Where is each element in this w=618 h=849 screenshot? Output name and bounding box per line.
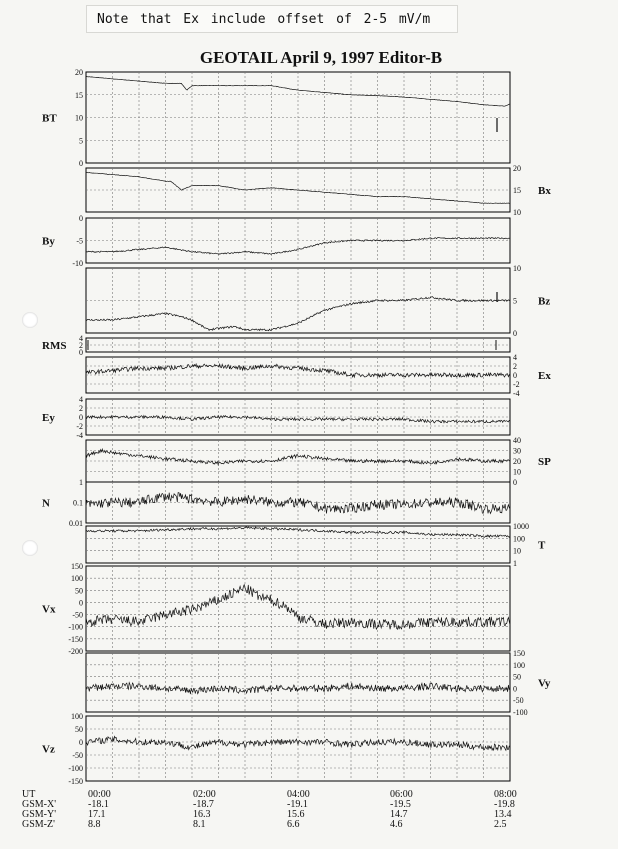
- tick-label-bt-2: 10: [75, 113, 83, 123]
- tick-label-vz-2: -50: [72, 751, 83, 760]
- tick-label-t-1: 10: [513, 546, 521, 556]
- tick-label-t-2: 100: [513, 534, 525, 544]
- tick-label-n-0: 0.01: [69, 519, 83, 528]
- footer-label-gsm-y: GSM-Y': [22, 809, 57, 820]
- tick-label-bz-2: 10: [513, 264, 521, 273]
- tick-label-ex-2: 0: [513, 371, 517, 380]
- tick-label-rms-0: 0: [79, 348, 83, 357]
- footer-y-1: 16.3: [193, 809, 211, 820]
- tick-label-bt-3: 15: [75, 90, 83, 100]
- footer-z-2: 6.6: [287, 819, 300, 830]
- tick-label-bx-1: 15: [513, 186, 521, 195]
- tick-label-ey-1: -2: [76, 422, 83, 431]
- footer-ut-2: 04:00: [287, 789, 310, 800]
- panel-label-vy: Vy: [538, 677, 551, 690]
- tick-label-sp-1: 10: [513, 467, 521, 477]
- footer-z-1: 8.1: [193, 819, 206, 830]
- tick-label-by-1: -5: [76, 236, 83, 246]
- footer-z-4: 2.5: [494, 819, 507, 830]
- tick-label-vx-5: 50: [75, 586, 83, 596]
- panel-label-by: By: [42, 235, 55, 248]
- panel-label-bt: BT: [42, 112, 57, 125]
- tick-label-t-0: 1: [513, 559, 517, 568]
- tick-label-vz-5: 100: [71, 712, 83, 721]
- tick-label-ey-2: 0: [79, 413, 83, 422]
- footer-ut-0: 00:00: [88, 789, 111, 800]
- tick-label-vz-3: 0: [79, 738, 83, 747]
- footer-x-3: -19.5: [390, 799, 411, 810]
- tick-label-sp-4: 40: [513, 436, 521, 445]
- tick-label-vy-2: 0: [513, 684, 517, 694]
- panel-label-n: N: [42, 497, 50, 510]
- footer-ut-3: 06:00: [390, 789, 413, 800]
- footer-x-0: -18.1: [88, 799, 109, 810]
- tick-label-ey-0: -4: [76, 431, 83, 440]
- footer-ut-1: 02:00: [193, 789, 216, 800]
- tick-label-vx-4: 0: [79, 598, 83, 608]
- tick-label-vy-5: 150: [513, 649, 525, 658]
- tick-label-vx-7: 150: [71, 562, 83, 571]
- tick-label-vz-0: -150: [68, 777, 83, 786]
- panel-label-ex: Ex: [538, 370, 551, 382]
- panel-label-rms: RMS: [42, 340, 67, 352]
- tick-label-ex-1: -2: [513, 380, 520, 389]
- panel-label-bz: Bz: [538, 295, 551, 308]
- footer-x-1: -18.7: [193, 799, 214, 810]
- tick-label-by-0: -10: [72, 259, 83, 268]
- tick-label-sp-2: 20: [513, 457, 521, 466]
- footer-ut-4: 08:00: [494, 789, 517, 800]
- tick-label-ey-4: 4: [79, 395, 83, 404]
- tick-label-vz-4: 50: [75, 725, 83, 734]
- tick-label-vy-1: -50: [513, 696, 524, 706]
- panel-label-vz: Vz: [42, 743, 55, 756]
- offset-note: Note that Ex include offset of 2-5 mV/m: [86, 5, 458, 33]
- tick-label-bt-4: 20: [75, 68, 83, 77]
- footer-z-3: 4.6: [390, 819, 403, 830]
- tick-label-vy-0: -100: [513, 708, 528, 717]
- tick-label-ex-3: 2: [513, 362, 517, 371]
- panel-label-sp: SP: [538, 456, 551, 468]
- tick-label-sp-3: 30: [513, 446, 521, 456]
- footer-label-gsm-z: GSM-Z': [22, 819, 55, 830]
- tick-label-vx-6: 100: [71, 574, 83, 584]
- footer-y-2: 15.6: [287, 809, 305, 820]
- footer-x-2: -19.1: [287, 799, 308, 810]
- tick-label-t-3: 1000: [513, 522, 529, 531]
- panel-label-bx: Bx: [538, 185, 551, 197]
- tick-label-vy-4: 100: [513, 660, 525, 670]
- tick-label-by-2: 0: [79, 214, 83, 223]
- tick-label-bz-1: 5: [513, 296, 517, 306]
- footer-z-0: 8.8: [88, 819, 101, 830]
- tick-label-bz-0: 0: [513, 329, 517, 338]
- tick-label-ex-0: -4: [513, 389, 520, 398]
- tick-label-rms-2: 4: [79, 334, 83, 343]
- tick-label-vx-3: -50: [72, 610, 83, 620]
- tick-label-vx-0: -200: [68, 647, 83, 656]
- tick-label-n-2: 1: [79, 478, 83, 487]
- tick-label-rms-1: 2: [79, 341, 83, 350]
- tick-label-bx-0: 10: [513, 208, 521, 217]
- tick-label-vx-2: -100: [68, 622, 83, 632]
- tick-label-bx-2: 20: [513, 164, 521, 173]
- tick-label-bt-1: 5: [79, 136, 83, 146]
- footer-x-4: -19.8: [494, 799, 515, 810]
- footer-label-gsm-x: GSM-X': [22, 799, 57, 810]
- tick-label-n-1: 0.1: [73, 498, 83, 508]
- footer-y-0: 17.1: [88, 809, 106, 820]
- panel-label-vx: Vx: [42, 603, 56, 616]
- tick-label-ex-4: 4: [513, 353, 517, 362]
- footer-y-3: 14.7: [390, 809, 408, 820]
- footer-y-4: 13.4: [494, 809, 512, 820]
- panel-label-t: T: [538, 539, 546, 552]
- footer-label-ut: UT: [22, 789, 36, 800]
- tick-label-vx-1: -150: [68, 634, 83, 644]
- tick-label-ey-3: 2: [79, 404, 83, 413]
- panel-label-ey: Ey: [42, 412, 55, 424]
- tick-label-vz-1: -100: [68, 764, 83, 773]
- chart-title: GEOTAIL April 9, 1997 Editor-B: [199, 48, 443, 67]
- tick-label-bt-0: 0: [79, 159, 83, 168]
- tick-label-sp-0: 0: [513, 478, 517, 487]
- tick-label-vy-3: 50: [513, 672, 521, 682]
